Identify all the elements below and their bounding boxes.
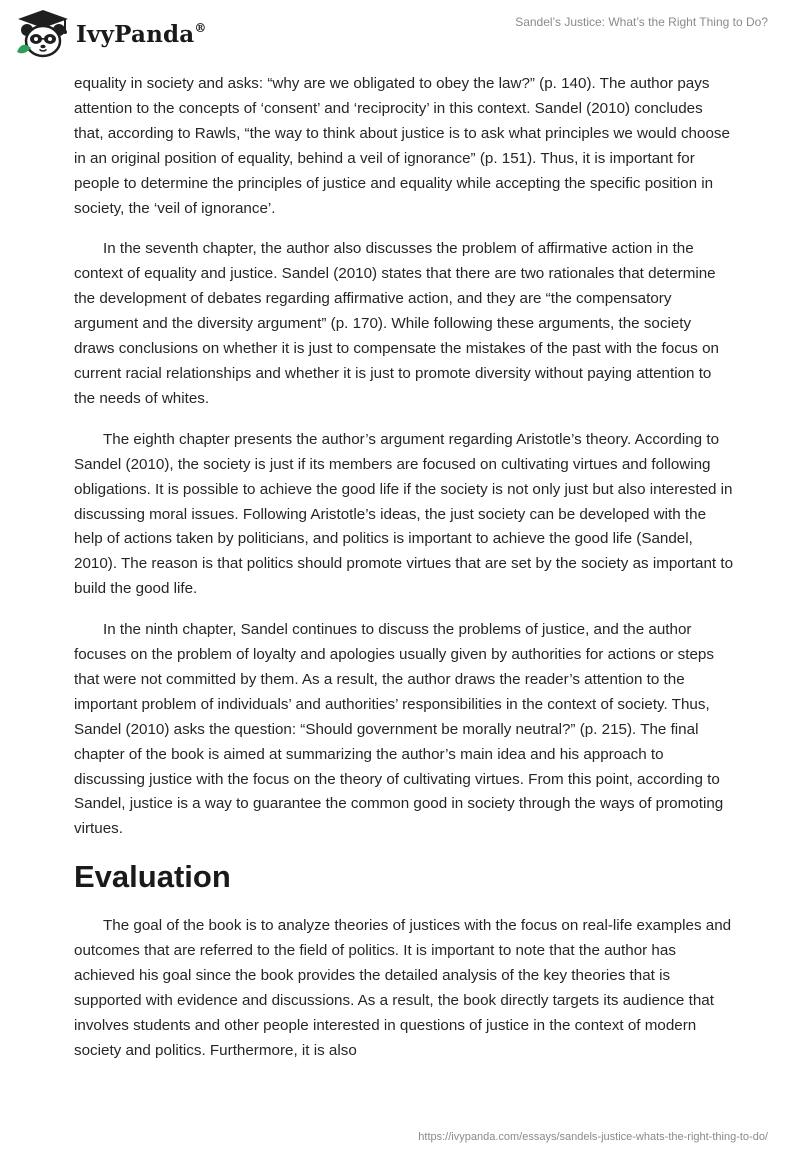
logo-wordmark: IvyPanda® [76, 20, 207, 48]
paragraph-ninth-chapter: In the ninth chapter, Sandel continues to discuss the problems of justice, and the author focuses on the problem of loyalty and apologies usually given by authorities for actions or steps that were not committed by them. As a result, the author draws the reader’s attention to the important problem of individuals’ and authorities’ responsibilities in the context of society. Thus, Sandel (2010) asks the question: “Should government be morally neutral?” (p. 215). The final chapter of the book is aimed at summarizing the author’s main idea and his approach to discussing justice with the focus on the theory of cultivating virtues. From this point, according to Sandel, justice is a way to guarantee the common good in society through the ways of promoting virtues. [74, 621, 724, 838]
panda-graduate-icon [14, 8, 72, 60]
section-heading-evaluation: Evaluation [74, 859, 231, 895]
page-header [0, 0, 800, 70]
paragraph-seventh-chapter: In the seventh chapter, the author also discusses the problem of affirmative action in the context of equality and justice. Sandel (2010) states that there are two rationales that determine the development of debates regarding affirmative action, and they are “the compensatory argument and the diversity argument” (p. 170). While following these arguments, the society draws conclusions on whether it is just to compensate the mistakes of the past with the focus on current racial relationships and whether it is just to promote diversity without paying attention to the needs of whites. [74, 240, 719, 407]
paragraph-evaluation: The goal of the book is to analyze theories of justices with the focus on real-life examples and outcomes that are referred to the field of politics. It is important to note that the author has achieved his goal since the book provides the detailed analysis of the key theories that is supported with evidence and discussions. As a result, the book directly targets its audience that involves students and other people interested in questions of justice in the context of modern society and politics. Furthermore, it is also [74, 917, 732, 1059]
essay-body [74, 72, 734, 1080]
source-url[interactable]: https://ivypanda.com/essays/sandels-justice-whats-the-right-thing-to-do/ [418, 1131, 768, 1143]
paragraph-continuation: equality in society and asks: “why are we obligated to obey the law?” (p. 140). The author pays attention to the concepts of ‘consent’ and ‘reciprocity’ in this context. Sandel (2010) concludes that, according to Rawls, “the way to think about justice is to ask what principles we would choose in an original position of equality, behind a veil of ignorance” (p. 151). Thus, it is important for people to determine the principles of justice and equality while accepting the specific position in society, the ‘veil of ignorance’. [74, 75, 730, 217]
ivypanda-logo[interactable] [14, 8, 207, 60]
paragraph-eighth-chapter: The eighth chapter presents the author’s argument regarding Aristotle’s theory. According to Sandel (2010), the society is just if its members are focused on cultivating virtues and following obligations. It is possible to achieve the good life if the society is not only just but also interested in discussing moral issues. Following Aristotle’s ideas, the just society can be developed with the help of actions taken by politicians, and politics is important to achieve the good life (Sandel, 2010). The reason is that politics should promote virtues that are set by the society as important to build the good life. [74, 430, 734, 598]
document-title: Sandel’s Justice: What’s the Right Thing to Do? [515, 15, 768, 29]
